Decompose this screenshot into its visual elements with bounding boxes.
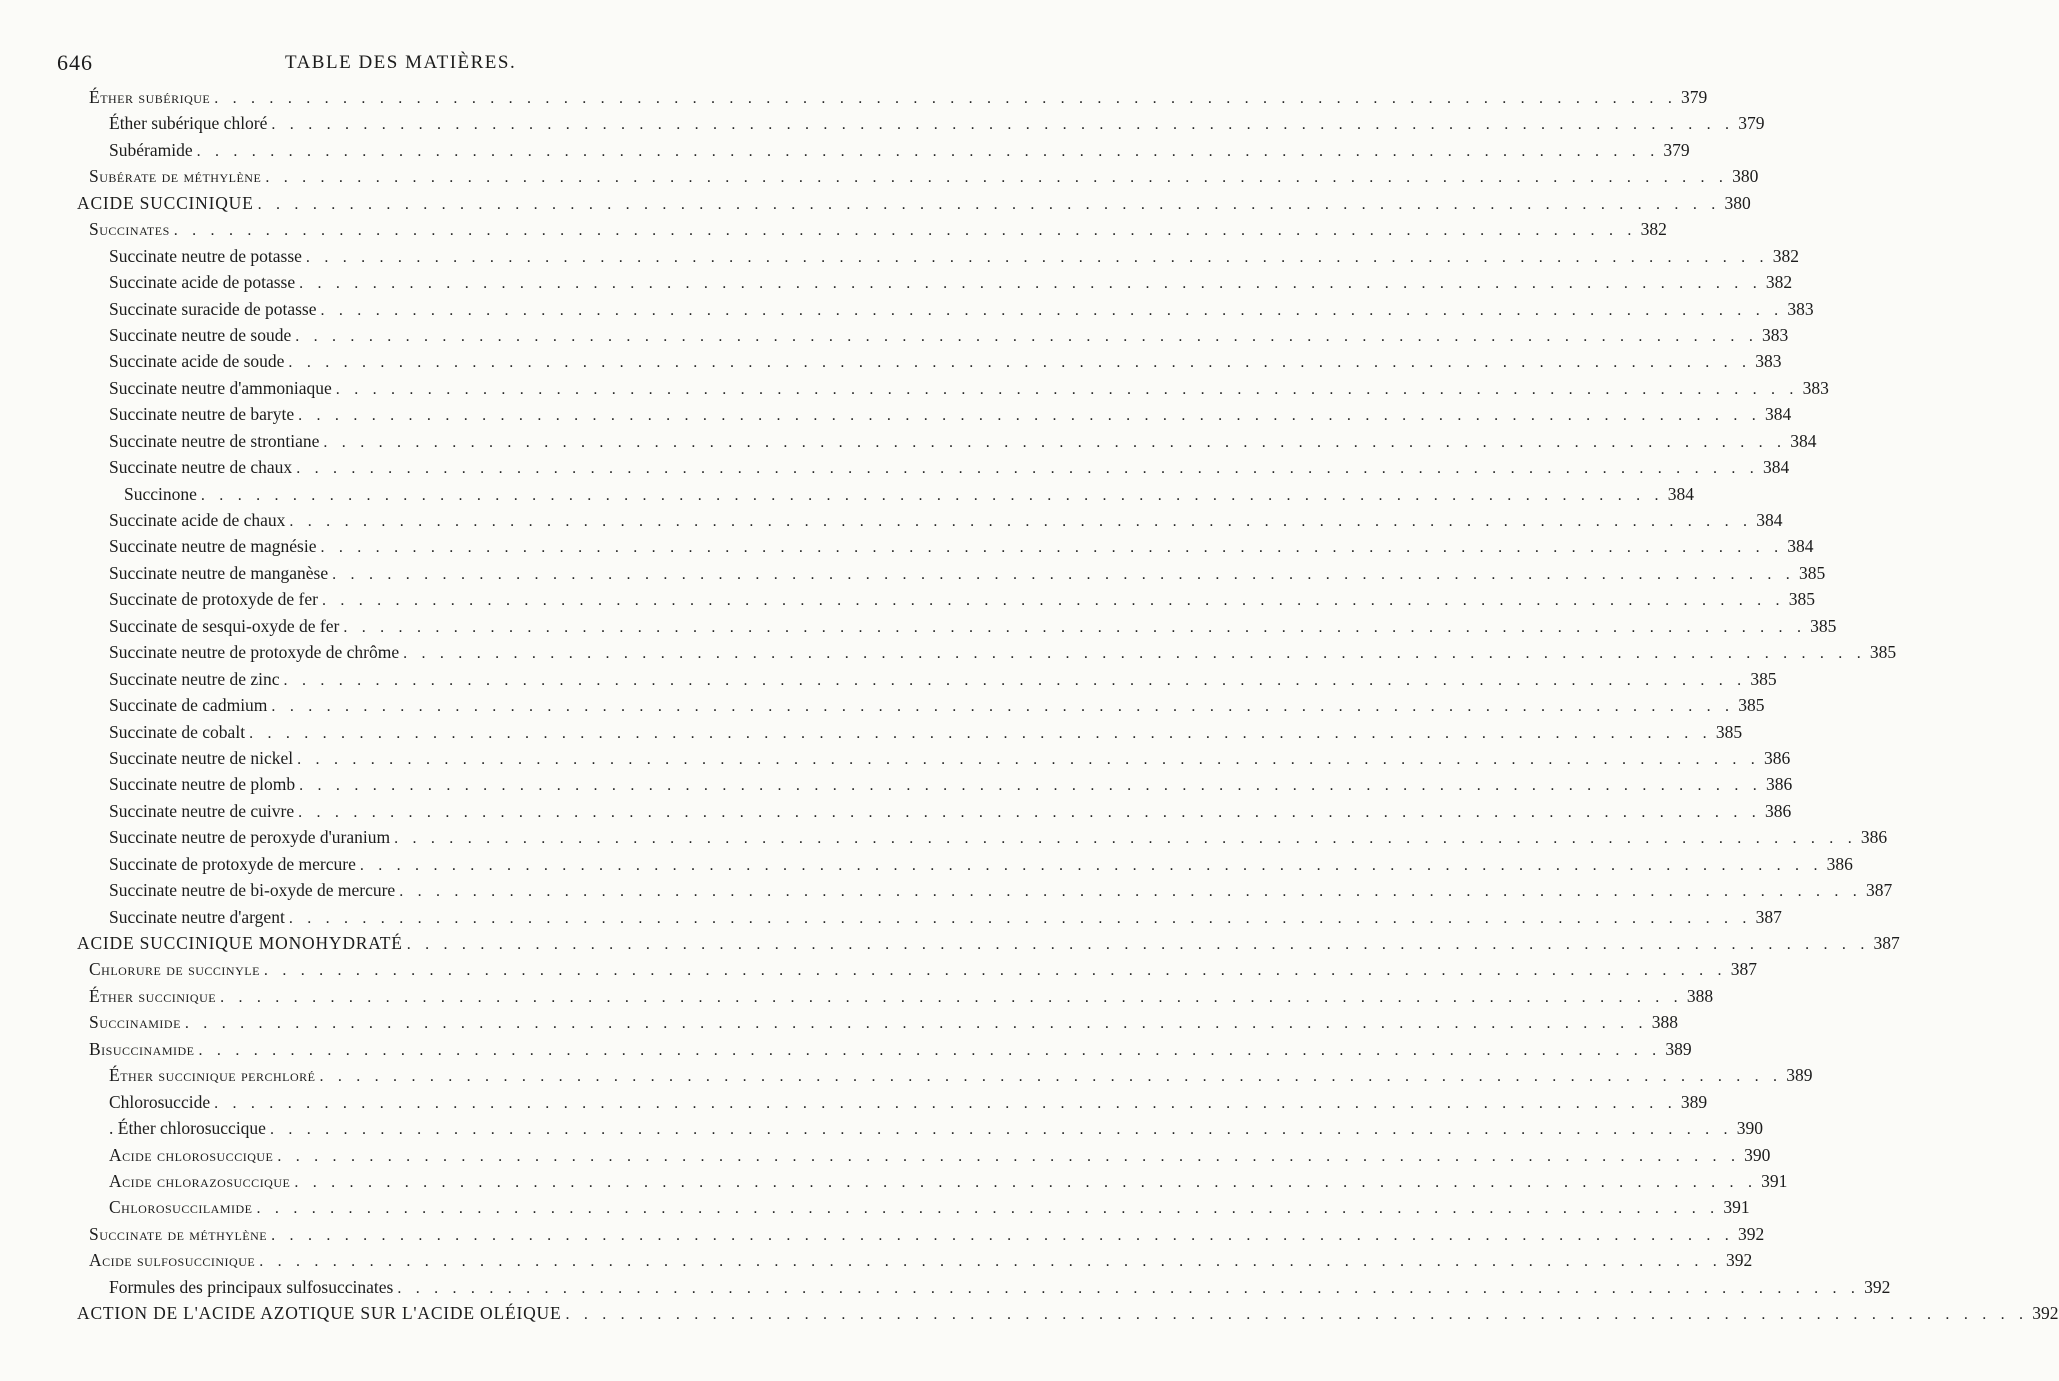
dot-leader: . . . . . . . . . . . . . . . . . . . . . . . . . . . . . . . . . . . . . . . . . . . . . . . . . . . . . . . . . . . . . . . . . . . . . . . . . . . . . . . . <box>299 275 1762 293</box>
dot-leader: . . . . . . . . . . . . . . . . . . . . . . . . . . . . . . . . . . . . . . . . . . . . . . . . . . . . . . . . . . . . . . . . . . . . . . . . . . . . . . . . <box>271 698 1735 716</box>
dot-leader: . . . . . . . . . . . . . . . . . . . . . . . . . . . . . . . . . . . . . . . . . . . . . . . . . . . . . . . . . . . . . . . . . . . . . . . . . . . . . . . . <box>173 222 1637 240</box>
toc-entry <box>0 324 1789 351</box>
toc-entry <box>0 457 1790 483</box>
dot-leader: . . . . . . . . . . . . . . . . . . . . . . . . . . . . . . . . . . . . . . . . . . . . . . . . . . . . . . . . . . . . . . . . . . . . . . . . . . . . . . . . <box>319 1068 1783 1086</box>
dot-leader: . . . . . . . . . . . . . . . . . . . . . . . . . . . . . . . . . . . . . . . . . . . . . . . . . . . . . . . . . . . . . . . . . . . . . . . . . . . . . . . . <box>295 327 1759 345</box>
toc-entry <box>0 1012 1678 1038</box>
dot-leader: . . . . . . . . . . . . . . . . . . . . . . . . . . . . . . . . . . . . . . . . . . . . . . . . . . . . . . . . . . . . . . . . . . . . . . . . . . . . . . . . <box>271 1226 1734 1244</box>
toc-entry <box>0 562 1826 589</box>
toc-entry-label: Succinate neutre de strontiane <box>109 430 320 451</box>
toc-entry-label: Succinate neutre de cuivre <box>109 800 295 821</box>
toc-entry-page: 383 <box>1762 324 1789 345</box>
toc-entry <box>0 139 1690 166</box>
toc-entry <box>0 880 1893 906</box>
toc-entry-page: 384 <box>1756 510 1783 530</box>
toc-entry-page: 386 <box>1860 827 1888 848</box>
toc-entry <box>0 298 1814 325</box>
toc-entry-label: ACTION DE L'ACIDE AZOTIQUE SUR L'ACIDE OLÉIQUE <box>77 1303 562 1324</box>
toc-entry-label: ACIDE SUCCINIQUE MONOHYDRATÉ <box>77 933 403 953</box>
toc-entry-label: Succinone <box>124 483 197 504</box>
toc-entry-page: 385 <box>1788 589 1816 610</box>
toc-entry-label: Bisuccinamide <box>89 1038 195 1059</box>
toc-entry-label: Succinate de protoxyde de fer <box>109 589 318 610</box>
toc-entry-label: Acide sulfosuccinique <box>89 1250 256 1271</box>
toc-entry-label: ACIDE SUCCINIQUE <box>77 192 254 213</box>
toc-entry <box>0 933 1900 959</box>
toc-entry <box>0 1091 1708 1118</box>
toc-entry-label: Subéramide <box>109 139 193 160</box>
dot-leader: . . . . . . . . . . . . . . . . . . . . . . . . . . . . . . . . . . . . . . . . . . . . . . . . . . . . . . . . . . . . . . . . . . . . . . . . . . . . . . . . <box>397 1279 1861 1297</box>
toc-entry-label: Éther subérique chloré <box>109 113 268 134</box>
toc-entry <box>0 1118 1764 1144</box>
toc-entry-page: 380 <box>1724 192 1751 213</box>
toc-entry <box>0 1276 1891 1303</box>
toc-entry <box>0 166 1759 192</box>
dot-leader: . . . . . . . . . . . . . . . . . . . . . . . . . . . . . . . . . . . . . . . . . . . . . . . . . . . . . . . . . . . . . . . . . . . . . . . . . . . . . . . . <box>294 1173 1758 1191</box>
toc-entry <box>0 615 1837 642</box>
toc-entry <box>0 853 1853 880</box>
toc-entry-label: Chlorosuccilamide <box>109 1197 253 1218</box>
toc-entry-page: 384 <box>1667 483 1694 504</box>
toc-entry-page: 388 <box>1651 1012 1678 1033</box>
toc-entry-page: 386 <box>1765 774 1793 795</box>
dot-leader: . . . . . . . . . . . . . . . . . . . . . . . . . . . . . . . . . . . . . . . . . . . . . . . . . . . . . . . . . . . . . . . . . . . . . . . . . . . . . . . . <box>394 830 1857 848</box>
toc-entry <box>0 774 1793 800</box>
toc-entry-page: 384 <box>1790 430 1817 451</box>
toc-entry-label: . Éther chlorosuccique <box>109 1118 266 1139</box>
dot-leader: . . . . . . . . . . . . . . . . . . . . . . . . . . . . . . . . . . . . . . . . . . . . . . . . . . . . . . . . . . . . . . . . . . . . . . . . . . . . . . . . <box>403 645 1866 663</box>
toc-entry-label: Succinate de cadmium <box>109 695 268 716</box>
toc-entry <box>0 1303 2059 1329</box>
toc-entry-label: Éther succinique perchloré <box>109 1065 316 1086</box>
toc-entry-page: 392 <box>1864 1276 1891 1297</box>
toc-entry <box>0 192 1751 219</box>
toc-entry-page: 388 <box>1686 985 1714 1006</box>
toc-entry-label: Succinate de sesqui-oxyde de fer <box>109 615 340 636</box>
toc-entry-page: 379 <box>1738 113 1765 134</box>
toc-entry <box>0 219 1667 245</box>
dot-leader: . . . . . . . . . . . . . . . . . . . . . . . . . . . . . . . . . . . . . . . . . . . . . . . . . . . . . . . . . . . . . . . . . . . . . . . . . . . . . . . . <box>271 116 1735 134</box>
toc-entry-label: Succinate neutre de zinc <box>109 668 280 689</box>
toc-entry-page: 390 <box>1736 1118 1764 1139</box>
toc-entry <box>0 351 1782 377</box>
toc-entry-label: Succinate neutre de soude <box>109 324 292 345</box>
dot-leader: . . . . . . . . . . . . . . . . . . . . . . . . . . . . . . . . . . . . . . . . . . . . . . . . . . . . . . . . . . . . . . . . . . . . . . . . . . . . . . . . <box>283 671 1747 689</box>
toc-entry-label: Succinate suracide de potasse <box>109 298 317 319</box>
toc-entry <box>0 536 1814 562</box>
toc-entry <box>0 642 1897 668</box>
page-header <box>57 50 741 80</box>
dot-leader: . . . . . . . . . . . . . . . . . . . . . . . . . . . . . . . . . . . . . . . . . . . . . . . . . . . . . . . . . . . . . . . . . . . . . . . . . . . . . . . . <box>257 195 1721 213</box>
toc-entry-label: Subérate de méthylène <box>89 166 262 187</box>
toc-entry-page: 385 <box>1738 695 1765 716</box>
toc-entry-page: 382 <box>1765 272 1793 293</box>
toc-entry <box>0 1250 1753 1276</box>
toc-entry-label: Succinate neutre de manganèse <box>109 562 329 583</box>
dot-leader: . . . . . . . . . . . . . . . . . . . . . . . . . . . . . . . . . . . . . . . . . . . . . . . . . . . . . . . . . . . . . . . . . . . . . . . . . . . . . . . . <box>343 618 1807 636</box>
toc-entry-page: 392 <box>2032 1303 2059 1324</box>
dot-leader: . . . . . . . . . . . . . . . . . . . . . . . . . . . . . . . . . . . . . . . . . . . . . . . . . . . . . . . . . . . . . . . . . . . . . . . . . . . . . . . . <box>265 169 1729 187</box>
toc-entry-label: Succinamide <box>89 1012 181 1033</box>
toc-entry <box>0 959 1757 985</box>
toc-entry-label: Succinate acide de potasse <box>109 272 296 293</box>
toc-entry <box>0 510 1783 536</box>
toc-entry-label: Succinate neutre de chaux <box>109 457 293 478</box>
dot-leader: . . . . . . . . . . . . . . . . . . . . . . . . . . . . . . . . . . . . . . . . . . . . . . . . . . . . . . . . . . . . . . . . . . . . . . . . . . . . . . . . <box>288 909 1752 927</box>
dot-leader: . . . . . . . . . . . . . . . . . . . . . . . . . . . . . . . . . . . . . . . . . . . . . . . . . . . . . . . . . . . . . . . . . . . . . . . . . . . . . . . . <box>288 354 1752 372</box>
toc-entry <box>0 1144 1771 1171</box>
dot-leader: . . . . . . . . . . . . . . . . . . . . . . . . . . . . . . . . . . . . . . . . . . . . . . . . . . . . . . . . . . . . . . . . . . . . . . . . . . . . . . . . <box>399 883 1862 901</box>
dot-leader: . . . . . . . . . . . . . . . . . . . . . . . . . . . . . . . . . . . . . . . . . . . . . . . . . . . . . . . . . . . . . . . . . . . . . . . . . . . . . . . . <box>298 803 1761 821</box>
toc-entry <box>0 113 1765 139</box>
toc-entry <box>0 1223 1765 1250</box>
toc-entry-page: 389 <box>1665 1038 1692 1059</box>
dot-leader: . . . . . . . . . . . . . . . . . . . . . . . . . . . . . . . . . . . . . . . . . . . . . . . . . . . . . . . . . . . . . . . . . . . . . . . . . . . . . . . . <box>184 1015 1648 1033</box>
toc-entry-page: 384 <box>1763 457 1790 478</box>
dot-leader: . . . . . . . . . . . . . . . . . . . . . . . . . . . . . . . . . . . . . . . . . . . . . . . . . . . . . . . . . . . . . . . . . . . . . . . . . . . . . . . . <box>320 301 1784 319</box>
toc-entry-label: Acide chlorosuccique <box>109 1144 274 1165</box>
toc-entry-page: 385 <box>1810 615 1837 636</box>
toc-entry <box>0 377 1829 404</box>
toc-entry-page: 387 <box>1866 880 1893 901</box>
toc-entry-page: 392 <box>1737 1223 1765 1244</box>
toc-entry-page: 383 <box>1755 351 1782 372</box>
dot-leader: . . . . . . . . . . . . . . . . . . . . . . . . . . . . . . . . . . . . . . . . . . . . . . . . . . . . . . . . . . . . . . . . . . . . . . . . . . . . . . . . <box>259 1253 1722 1271</box>
toc-entry-page: 389 <box>1786 1065 1813 1086</box>
dot-leader: . . . . . . . . . . . . . . . . . . . . . . . . . . . . . . . . . . . . . . . . . . . . . . . . . . . . . . . . . . . . . . . . . . . . . . . . . . . . . . . . <box>214 90 1678 107</box>
dot-leader: . . . . . . . . . . . . . . . . . . . . . . . . . . . . . . . . . . . . . . . . . . . . . . . . . . . . . . . . . . . . . . . . . . . . . . . . . . . . . . . . <box>335 380 1799 398</box>
toc-entry-page: 390 <box>1744 1144 1771 1165</box>
toc-entry-label: Succinate neutre de peroxyde d'uranium <box>109 827 391 848</box>
toc-entry-page: 387 <box>1873 933 1900 953</box>
toc-entry-label: Chlorure de succinyle <box>89 959 260 980</box>
toc-entry-label: Succinate acide de chaux <box>109 510 286 530</box>
toc-entry-page: 385 <box>1869 642 1897 663</box>
dot-leader: . . . . . . . . . . . . . . . . . . . . . . . . . . . . . . . . . . . . . . . . . . . . . . . . . . . . . . . . . . . . . . . . . . . . . . . . . . . . . . . . <box>214 1094 1677 1112</box>
toc-entry <box>0 404 1792 430</box>
toc-entry-page: 382 <box>1640 219 1667 240</box>
toc-entry-label: Succinates <box>89 219 170 240</box>
toc-entry <box>0 827 1888 853</box>
dot-leader: . . . . . . . . . . . . . . . . . . . . . . . . . . . . . . . . . . . . . . . . . . . . . . . . . . . . . . . . . . . . . . . . . . . . . . . . . . . . . . . . <box>299 777 1762 795</box>
toc-entry-page: 387 <box>1730 959 1757 980</box>
dot-leader: . . . . . . . . . . . . . . . . . . . . . . . . . . . . . . . . . . . . . . . . . . . . . . . . . . . . . . . . . . . . . . . . . . . . . . . . . . . . . . . . <box>298 407 1761 425</box>
dot-leader: . . . . . . . . . . . . . . . . . . . . . . . . . . . . . . . . . . . . . . . . . . . . . . . . . . . . . . . . . . . . . . . . . . . . . . . . . . . . . . . . <box>289 513 1753 530</box>
toc-entry-page: 386 <box>1826 853 1853 874</box>
toc-entry <box>0 589 1816 615</box>
toc-entry-page: 387 <box>1755 906 1782 927</box>
toc-entry <box>0 1065 1813 1091</box>
toc-entry <box>0 906 1782 933</box>
toc-entry <box>0 483 1694 510</box>
toc-entry-label: Succinate de méthylène <box>89 1223 268 1244</box>
page-number: 646 <box>57 50 93 75</box>
toc-entry-page: 385 <box>1750 668 1777 689</box>
toc-entry-page: 391 <box>1761 1170 1788 1191</box>
toc-entry-label: Succinate neutre de protoxyde de chrôme <box>109 642 400 663</box>
dot-leader: . . . . . . . . . . . . . . . . . . . . . . . . . . . . . . . . . . . . . . . . . . . . . . . . . . . . . . . . . . . . . . . . . . . . . . . . . . . . . . . . <box>565 1306 2029 1324</box>
dot-leader: . . . . . . . . . . . . . . . . . . . . . . . . . . . . . . . . . . . . . . . . . . . . . . . . . . . . . . . . . . . . . . . . . . . . . . . . . . . . . . . . <box>200 486 1664 504</box>
toc-entry-label: Éther succinique <box>89 985 217 1006</box>
dot-leader: . . . . . . . . . . . . . . . . . . . . . . . . . . . . . . . . . . . . . . . . . . . . . . . . . . . . . . . . . . . . . . . . . . . . . . . . . . . . . . . . <box>269 1121 1733 1139</box>
toc-entry-page: 382 <box>1772 245 1799 266</box>
dot-leader: . . . . . . . . . . . . . . . . . . . . . . . . . . . . . . . . . . . . . . . . . . . . . . . . . . . . . . . . . . . . . . . . . . . . . . . . . . . . . . . . <box>196 142 1660 160</box>
toc-entry-label: Succinate neutre de bi-oxyde de mercure <box>109 880 396 901</box>
dot-leader: . . . . . . . . . . . . . . . . . . . . . . . . . . . . . . . . . . . . . . . . . . . . . . . . . . . . . . . . . . . . . . . . . . . . . . . . . . . . . . . . <box>321 592 1785 610</box>
dot-leader: . . . . . . . . . . . . . . . . . . . . . . . . . . . . . . . . . . . . . . . . . . . . . . . . . . . . . . . . . . . . . . . . . . . . . . . . . . . . . . . . <box>249 724 1712 742</box>
toc-entry <box>0 800 1792 827</box>
dot-leader: . . . . . . . . . . . . . . . . . . . . . . . . . . . . . . . . . . . . . . . . . . . . . . . . . . . . . . . . . . . . . . . . . . . . . . . . . . . . . . . . <box>359 856 1823 874</box>
toc-entry <box>0 87 1708 113</box>
toc-entry-label: Succinate neutre de baryte <box>109 404 295 425</box>
dot-leader: . . . . . . . . . . . . . . . . . . . . . . . . . . . . . . . . . . . . . . . . . . . . . . . . . . . . . . . . . . . . . . . . . . . . . . . . . . . . . . . . <box>256 1200 1720 1218</box>
table-of-contents <box>0 87 2059 1330</box>
toc-entry-label: Succinate neutre de potasse <box>109 245 302 266</box>
dot-leader: . . . . . . . . . . . . . . . . . . . . . . . . . . . . . . . . . . . . . . . . . . . . . . . . . . . . . . . . . . . . . . . . . . . . . . . . . . . . . . . . <box>332 565 1795 583</box>
toc-entry-label: Succinate de cobalt <box>109 721 246 742</box>
toc-entry <box>0 1197 1750 1223</box>
toc-entry-label: Chlorosuccide <box>109 1091 211 1112</box>
toc-entry <box>0 430 1817 457</box>
toc-entry-page: 380 <box>1732 166 1759 187</box>
toc-entry-page: 384 <box>1764 404 1792 425</box>
toc-entry <box>0 668 1777 695</box>
dot-leader: . . . . . . . . . . . . . . . . . . . . . . . . . . . . . . . . . . . . . . . . . . . . . . . . . . . . . . . . . . . . . . . . . . . . . . . . . . . . . . . . <box>323 433 1787 451</box>
toc-entry-label: Succinate neutre d'argent <box>109 906 285 927</box>
toc-entry-page: 386 <box>1763 747 1791 768</box>
toc-entry-page: 383 <box>1787 298 1814 319</box>
dot-leader: . . . . . . . . . . . . . . . . . . . . . . . . . . . . . . . . . . . . . . . . . . . . . . . . . . . . . . . . . . . . . . . . . . . . . . . . . . . . . . . . <box>220 988 1683 1006</box>
toc-entry-label: Succinate acide de soude <box>109 351 285 372</box>
toc-entry-label: Succinate neutre de plomb <box>109 774 296 795</box>
toc-entry-page: 379 <box>1681 87 1708 107</box>
dot-leader: . . . . . . . . . . . . . . . . . . . . . . . . . . . . . . . . . . . . . . . . . . . . . . . . . . . . . . . . . . . . . . . . . . . . . . . . . . . . . . . . <box>305 248 1769 266</box>
toc-entry-page: 383 <box>1802 377 1829 398</box>
toc-entry <box>0 721 1743 748</box>
toc-entry-page: 392 <box>1726 1250 1753 1271</box>
dot-leader: . . . . . . . . . . . . . . . . . . . . . . . . . . . . . . . . . . . . . . . . . . . . . . . . . . . . . . . . . . . . . . . . . . . . . . . . . . . . . . . . <box>320 539 1784 557</box>
toc-entry-page: 391 <box>1723 1197 1750 1218</box>
running-title: TABLE DES MATIÈRES. <box>285 52 517 73</box>
toc-entry-page: 379 <box>1663 139 1690 160</box>
toc-entry-label: Acide chlorazosuccique <box>109 1170 291 1191</box>
dot-leader: . . . . . . . . . . . . . . . . . . . . . . . . . . . . . . . . . . . . . . . . . . . . . . . . . . . . . . . . . . . . . . . . . . . . . . . . . . . . . . . . <box>277 1147 1741 1165</box>
toc-entry-page: 385 <box>1715 721 1743 742</box>
toc-entry-label: Éther subérique <box>89 87 211 107</box>
toc-entry <box>0 272 1793 298</box>
toc-entry-page: 386 <box>1764 800 1792 821</box>
toc-entry-label: Succinate neutre d'ammoniaque <box>109 377 332 398</box>
toc-entry <box>0 245 1799 272</box>
toc-entry-label: Succinate de protoxyde de mercure <box>109 853 356 874</box>
toc-entry-page: 385 <box>1798 562 1826 583</box>
toc-entry-page: 384 <box>1787 536 1814 557</box>
toc-entry <box>0 1038 1692 1065</box>
toc-entry-page: 389 <box>1680 1091 1708 1112</box>
toc-entry-label: Succinate neutre de nickel <box>109 747 294 768</box>
dot-leader: . . . . . . . . . . . . . . . . . . . . . . . . . . . . . . . . . . . . . . . . . . . . . . . . . . . . . . . . . . . . . . . . . . . . . . . . . . . . . . . . <box>297 750 1760 768</box>
dot-leader: . . . . . . . . . . . . . . . . . . . . . . . . . . . . . . . . . . . . . . . . . . . . . . . . . . . . . . . . . . . . . . . . . . . . . . . . . . . . . . . . <box>406 936 1870 953</box>
toc-entry <box>0 1170 1788 1197</box>
toc-entry-label: Formules des principaux sulfosuccinates <box>109 1276 394 1297</box>
dot-leader: . . . . . . . . . . . . . . . . . . . . . . . . . . . . . . . . . . . . . . . . . . . . . . . . . . . . . . . . . . . . . . . . . . . . . . . . . . . . . . . . <box>263 962 1727 980</box>
toc-entry-label: Succinate neutre de magnésie <box>109 536 317 557</box>
dot-leader: . . . . . . . . . . . . . . . . . . . . . . . . . . . . . . . . . . . . . . . . . . . . . . . . . . . . . . . . . . . . . . . . . . . . . . . . . . . . . . . . <box>198 1041 1662 1059</box>
toc-entry <box>0 985 1714 1012</box>
dot-leader: . . . . . . . . . . . . . . . . . . . . . . . . . . . . . . . . . . . . . . . . . . . . . . . . . . . . . . . . . . . . . . . . . . . . . . . . . . . . . . . . <box>296 460 1759 478</box>
toc-entry <box>0 695 1765 721</box>
toc-entry <box>0 747 1791 774</box>
